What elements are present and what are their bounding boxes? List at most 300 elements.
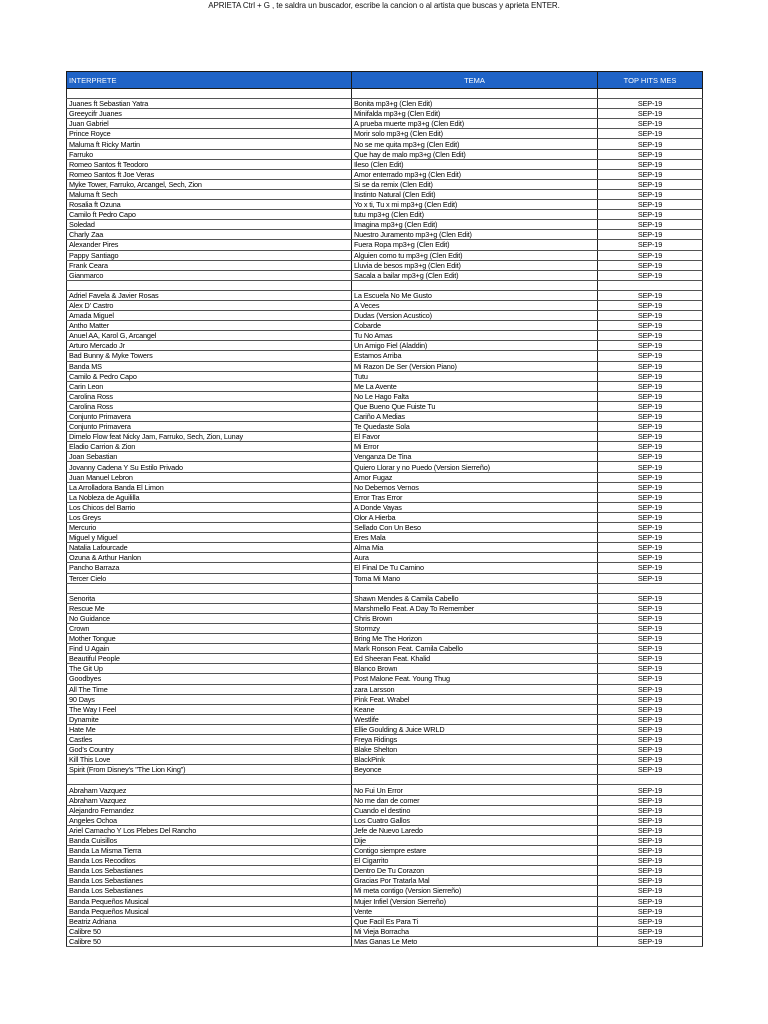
cell-interprete[interactable]: Alejandro Fernandez <box>67 805 352 815</box>
cell-top-hits-mes[interactable]: SEP-19 <box>598 200 703 210</box>
cell-tema[interactable]: Bonita mp3+g (Clen Edit) <box>352 99 598 109</box>
cell-interprete[interactable]: Angeles Ochoa <box>67 815 352 825</box>
cell-top-hits-mes[interactable]: SEP-19 <box>598 149 703 159</box>
cell-tema[interactable]: Amor Fugaz <box>352 472 598 482</box>
cell-tema[interactable]: Gracias Por Tratarla Mal <box>352 876 598 886</box>
cell-tema[interactable]: Aura <box>352 553 598 563</box>
cell-interprete[interactable]: Carin Leon <box>67 381 352 391</box>
cell-interprete[interactable]: Greeycifr Juanes <box>67 109 352 119</box>
cell-tema[interactable]: Nuestro Juramento mp3+g (Clen Edit) <box>352 230 598 240</box>
cell-interprete[interactable]: Ozuna & Arthur Hanlon <box>67 553 352 563</box>
table-row[interactable] <box>67 876 703 886</box>
table-row[interactable] <box>67 119 703 129</box>
table-row[interactable] <box>67 311 703 321</box>
cell-tema[interactable]: Marshmello Feat. A Day To Remember <box>352 603 598 613</box>
cell-interprete[interactable]: Prince Royce <box>67 129 352 139</box>
cell-top-hits-mes[interactable]: SEP-19 <box>598 805 703 815</box>
table-row[interactable] <box>67 896 703 906</box>
column-header-interprete[interactable]: INTERPRETE <box>67 72 352 89</box>
cell-tema[interactable]: Dudas (Version Acustico) <box>352 311 598 321</box>
table-row[interactable] <box>67 745 703 755</box>
cell-top-hits-mes[interactable] <box>598 775 703 785</box>
table-row[interactable] <box>67 866 703 876</box>
table-row[interactable] <box>67 240 703 250</box>
cell-top-hits-mes[interactable]: SEP-19 <box>598 896 703 906</box>
table-row[interactable] <box>67 886 703 896</box>
cell-interprete[interactable]: Kill This Love <box>67 755 352 765</box>
table-row[interactable] <box>67 573 703 583</box>
cell-interprete[interactable]: Beautiful People <box>67 654 352 664</box>
cell-top-hits-mes[interactable]: SEP-19 <box>598 714 703 724</box>
cell-top-hits-mes[interactable]: SEP-19 <box>598 674 703 684</box>
cell-top-hits-mes[interactable]: SEP-19 <box>598 533 703 543</box>
cell-top-hits-mes[interactable]: SEP-19 <box>598 109 703 119</box>
cell-top-hits-mes[interactable]: SEP-19 <box>598 523 703 533</box>
table-row[interactable] <box>67 270 703 280</box>
cell-interprete[interactable]: Joan Sebastian <box>67 452 352 462</box>
cell-tema[interactable]: No Fui Un Error <box>352 785 598 795</box>
cell-top-hits-mes[interactable]: SEP-19 <box>598 210 703 220</box>
table-row[interactable] <box>67 533 703 543</box>
table-row[interactable] <box>67 442 703 452</box>
cell-tema[interactable]: Shawn Mendes & Camila Cabello <box>352 593 598 603</box>
cell-interprete[interactable]: Banda Los Recoditos <box>67 856 352 866</box>
table-row[interactable] <box>67 684 703 694</box>
table-row[interactable] <box>67 432 703 442</box>
cell-top-hits-mes[interactable]: SEP-19 <box>598 765 703 775</box>
cell-tema[interactable]: Alguien como tu mp3+g (Clen Edit) <box>352 250 598 260</box>
cell-interprete[interactable]: Soledad <box>67 220 352 230</box>
cell-tema[interactable]: Lluvia de besos mp3+g (Clen Edit) <box>352 260 598 270</box>
table-row[interactable] <box>67 462 703 472</box>
table-row[interactable] <box>67 391 703 401</box>
cell-top-hits-mes[interactable]: SEP-19 <box>598 735 703 745</box>
cell-top-hits-mes[interactable]: SEP-19 <box>598 179 703 189</box>
table-row[interactable] <box>67 775 703 785</box>
cell-tema[interactable]: Chris Brown <box>352 613 598 623</box>
table-row[interactable] <box>67 321 703 331</box>
cell-tema[interactable]: A Veces <box>352 300 598 310</box>
cell-interprete[interactable]: Calibre 50 <box>67 936 352 946</box>
cell-top-hits-mes[interactable]: SEP-19 <box>598 462 703 472</box>
cell-interprete[interactable]: Rosalia ft Ozuna <box>67 200 352 210</box>
table-row[interactable] <box>67 856 703 866</box>
cell-interprete[interactable]: Los Chicos del Barrio <box>67 502 352 512</box>
table-row[interactable] <box>67 785 703 795</box>
table-row[interactable] <box>67 472 703 482</box>
cell-top-hits-mes[interactable]: SEP-19 <box>598 119 703 129</box>
cell-tema[interactable]: Yo x ti, Tu x mi mp3+g (Clen Edit) <box>352 200 598 210</box>
table-row[interactable] <box>67 694 703 704</box>
cell-top-hits-mes[interactable]: SEP-19 <box>598 856 703 866</box>
cell-tema[interactable]: Venganza De Tina <box>352 452 598 462</box>
table-row[interactable] <box>67 563 703 573</box>
cell-interprete[interactable]: 90 Days <box>67 694 352 704</box>
table-row[interactable] <box>67 220 703 230</box>
cell-tema[interactable]: Te Quedaste Sola <box>352 422 598 432</box>
cell-top-hits-mes[interactable]: SEP-19 <box>598 815 703 825</box>
cell-interprete[interactable]: Banda Los Sebastianes <box>67 866 352 876</box>
table-row[interactable] <box>67 795 703 805</box>
cell-tema[interactable]: Mas Ganas Le Meto <box>352 936 598 946</box>
cell-tema[interactable]: Que Facil Es Para Ti <box>352 916 598 926</box>
table-row[interactable] <box>67 714 703 724</box>
cell-tema[interactable]: Ed Sheeran Feat. Khalid <box>352 654 598 664</box>
table-row[interactable] <box>67 280 703 290</box>
cell-top-hits-mes[interactable]: SEP-19 <box>598 472 703 482</box>
cell-tema[interactable] <box>352 775 598 785</box>
cell-interprete[interactable]: Jovanny Cadena Y Su Estilo Privado <box>67 462 352 472</box>
table-row[interactable] <box>67 724 703 734</box>
cell-interprete[interactable]: Castles <box>67 735 352 745</box>
table-row[interactable] <box>67 704 703 714</box>
table-row[interactable] <box>67 623 703 633</box>
cell-interprete[interactable]: Banda Pequeños Musical <box>67 896 352 906</box>
cell-tema[interactable]: Un Amigo Fiel (Aladdin) <box>352 341 598 351</box>
table-row[interactable] <box>67 129 703 139</box>
cell-tema[interactable]: Estamos Arriba <box>352 351 598 361</box>
cell-interprete[interactable]: Calibre 50 <box>67 926 352 936</box>
cell-tema[interactable]: Ileso (Clen Edit) <box>352 159 598 169</box>
cell-top-hits-mes[interactable]: SEP-19 <box>598 300 703 310</box>
table-row[interactable] <box>67 603 703 613</box>
table-row[interactable] <box>67 634 703 644</box>
cell-interprete[interactable]: Pappy Santiago <box>67 250 352 260</box>
cell-tema[interactable]: Alma Mia <box>352 543 598 553</box>
cell-tema[interactable]: tutu mp3+g (Clen Edit) <box>352 210 598 220</box>
cell-top-hits-mes[interactable]: SEP-19 <box>598 785 703 795</box>
cell-interprete[interactable]: Senorita <box>67 593 352 603</box>
cell-tema[interactable]: Cuando el destino <box>352 805 598 815</box>
cell-interprete[interactable]: Abraham Vazquez <box>67 785 352 795</box>
cell-interprete[interactable]: Juanes ft Sebastian Yatra <box>67 99 352 109</box>
cell-interprete[interactable] <box>67 89 352 99</box>
cell-interprete[interactable] <box>67 280 352 290</box>
cell-tema[interactable]: BlackPink <box>352 755 598 765</box>
cell-top-hits-mes[interactable] <box>598 583 703 593</box>
cell-tema[interactable]: Mi Vieja Borracha <box>352 926 598 936</box>
table-row[interactable] <box>67 815 703 825</box>
cell-tema[interactable]: Keane <box>352 704 598 714</box>
cell-tema[interactable]: No Le Hago Falta <box>352 391 598 401</box>
cell-interprete[interactable]: The Git Up <box>67 664 352 674</box>
cell-tema[interactable]: Error Tras Error <box>352 492 598 502</box>
cell-interprete[interactable]: Beatriz Adriana <box>67 916 352 926</box>
table-row[interactable] <box>67 492 703 502</box>
cell-interprete[interactable]: Adriel Favela & Javier Rosas <box>67 290 352 300</box>
table-row[interactable] <box>67 916 703 926</box>
table-row[interactable] <box>67 341 703 351</box>
cell-tema[interactable]: Bring Me The Horizon <box>352 634 598 644</box>
cell-top-hits-mes[interactable]: SEP-19 <box>598 391 703 401</box>
cell-tema[interactable]: Tutu <box>352 371 598 381</box>
cell-top-hits-mes[interactable]: SEP-19 <box>598 240 703 250</box>
cell-top-hits-mes[interactable]: SEP-19 <box>598 139 703 149</box>
cell-interprete[interactable]: Alexander Pires <box>67 240 352 250</box>
cell-tema[interactable]: Mi Error <box>352 442 598 452</box>
cell-interprete[interactable]: La Nobleza de Aguililla <box>67 492 352 502</box>
cell-top-hits-mes[interactable]: SEP-19 <box>598 401 703 411</box>
cell-tema[interactable]: Mi Razon De Ser (Version Piano) <box>352 361 598 371</box>
cell-tema[interactable]: Quiero Llorar y no Puedo (Version Sierreño) <box>352 462 598 472</box>
table-row[interactable] <box>67 593 703 603</box>
cell-top-hits-mes[interactable]: SEP-19 <box>598 593 703 603</box>
cell-top-hits-mes[interactable]: SEP-19 <box>598 846 703 856</box>
cell-top-hits-mes[interactable]: SEP-19 <box>598 361 703 371</box>
cell-top-hits-mes[interactable]: SEP-19 <box>598 664 703 674</box>
table-row[interactable] <box>67 412 703 422</box>
cell-top-hits-mes[interactable]: SEP-19 <box>598 724 703 734</box>
cell-top-hits-mes[interactable]: SEP-19 <box>598 512 703 522</box>
cell-top-hits-mes[interactable]: SEP-19 <box>598 482 703 492</box>
cell-interprete[interactable]: Myke Tower, Farruko, Arcangel, Sech, Zion <box>67 179 352 189</box>
cell-tema[interactable]: Instinto Natural (Clen Edit) <box>352 189 598 199</box>
cell-interprete[interactable]: Banda Los Sebastianes <box>67 876 352 886</box>
cell-tema[interactable]: Beyonce <box>352 765 598 775</box>
cell-tema[interactable]: Imagina mp3+g (Clen Edit) <box>352 220 598 230</box>
cell-top-hits-mes[interactable]: SEP-19 <box>598 220 703 230</box>
cell-tema[interactable]: Eres Mala <box>352 533 598 543</box>
cell-top-hits-mes[interactable] <box>598 280 703 290</box>
cell-interprete[interactable]: Maluma ft Ricky Martin <box>67 139 352 149</box>
cell-top-hits-mes[interactable]: SEP-19 <box>598 169 703 179</box>
table-row[interactable] <box>67 805 703 815</box>
cell-tema[interactable]: Blake Shelton <box>352 745 598 755</box>
cell-tema[interactable]: Que hay de malo mp3+g (Clen Edit) <box>352 149 598 159</box>
cell-interprete[interactable]: Maluma ft Sech <box>67 189 352 199</box>
table-row[interactable] <box>67 99 703 109</box>
cell-top-hits-mes[interactable]: SEP-19 <box>598 694 703 704</box>
table-row[interactable] <box>67 644 703 654</box>
cell-tema[interactable] <box>352 89 598 99</box>
cell-interprete[interactable]: Conjunto Primavera <box>67 422 352 432</box>
cell-interprete[interactable]: Carolina Ross <box>67 391 352 401</box>
table-row[interactable] <box>67 89 703 99</box>
cell-interprete[interactable]: Mercurio <box>67 523 352 533</box>
cell-interprete[interactable]: Ariel Camacho Y Los Plebes Del Rancho <box>67 825 352 835</box>
cell-interprete[interactable]: Banda Los Sebastianes <box>67 886 352 896</box>
cell-interprete[interactable]: Pancho Barraza <box>67 563 352 573</box>
cell-top-hits-mes[interactable]: SEP-19 <box>598 745 703 755</box>
cell-tema[interactable]: No se me quita mp3+g (Clen Edit) <box>352 139 598 149</box>
cell-interprete[interactable]: No Guidance <box>67 613 352 623</box>
cell-tema[interactable] <box>352 583 598 593</box>
cell-tema[interactable]: Mi meta contigo (Version Sierreño) <box>352 886 598 896</box>
table-row[interactable] <box>67 361 703 371</box>
cell-interprete[interactable]: Amada Miguel <box>67 311 352 321</box>
column-header-top-hits-mes[interactable]: TOP HITS MES <box>598 72 703 89</box>
table-row[interactable] <box>67 543 703 553</box>
cell-top-hits-mes[interactable]: SEP-19 <box>598 422 703 432</box>
cell-top-hits-mes[interactable]: SEP-19 <box>598 644 703 654</box>
cell-top-hits-mes[interactable]: SEP-19 <box>598 835 703 845</box>
table-row[interactable] <box>67 613 703 623</box>
cell-interprete[interactable]: Rescue Me <box>67 603 352 613</box>
cell-top-hits-mes[interactable]: SEP-19 <box>598 704 703 714</box>
cell-top-hits-mes[interactable]: SEP-19 <box>598 936 703 946</box>
table-row[interactable] <box>67 765 703 775</box>
table-row[interactable] <box>67 371 703 381</box>
cell-tema[interactable]: Stormzy <box>352 623 598 633</box>
table-row[interactable] <box>67 654 703 664</box>
cell-tema[interactable]: El Cigarrito <box>352 856 598 866</box>
cell-tema[interactable]: zara Larsson <box>352 684 598 694</box>
table-row[interactable] <box>67 381 703 391</box>
table-row[interactable] <box>67 523 703 533</box>
cell-interprete[interactable]: Spirit (From Disney's "The Lion King") <box>67 765 352 775</box>
table-row[interactable] <box>67 210 703 220</box>
cell-top-hits-mes[interactable]: SEP-19 <box>598 613 703 623</box>
cell-tema[interactable]: Me La Avente <box>352 381 598 391</box>
table-row[interactable] <box>67 230 703 240</box>
cell-top-hits-mes[interactable]: SEP-19 <box>598 825 703 835</box>
cell-top-hits-mes[interactable]: SEP-19 <box>598 452 703 462</box>
cell-tema[interactable] <box>352 280 598 290</box>
table-row[interactable] <box>67 452 703 462</box>
cell-top-hits-mes[interactable]: SEP-19 <box>598 684 703 694</box>
table-row[interactable] <box>67 502 703 512</box>
cell-interprete[interactable]: Bad Bunny & Myke Towers <box>67 351 352 361</box>
cell-interprete[interactable]: Arturo Mercado Jr <box>67 341 352 351</box>
table-row[interactable] <box>67 846 703 856</box>
cell-interprete[interactable]: Camilo ft Pedro Capo <box>67 210 352 220</box>
cell-top-hits-mes[interactable]: SEP-19 <box>598 189 703 199</box>
cell-tema[interactable]: A prueba muerte mp3+g (Clen Edit) <box>352 119 598 129</box>
cell-top-hits-mes[interactable]: SEP-19 <box>598 886 703 896</box>
cell-interprete[interactable]: Dimelo Flow feat Nicky Jam, Farruko, Sech, Zion, Lunay <box>67 432 352 442</box>
cell-top-hits-mes[interactable]: SEP-19 <box>598 543 703 553</box>
cell-interprete[interactable]: Carolina Ross <box>67 401 352 411</box>
cell-tema[interactable]: Minifalda mp3+g (Clen Edit) <box>352 109 598 119</box>
cell-top-hits-mes[interactable]: SEP-19 <box>598 502 703 512</box>
cell-top-hits-mes[interactable]: SEP-19 <box>598 341 703 351</box>
column-header-tema[interactable]: TEMA <box>352 72 598 89</box>
table-row[interactable] <box>67 139 703 149</box>
cell-interprete[interactable]: Miguel y Miguel <box>67 533 352 543</box>
table-row[interactable] <box>67 260 703 270</box>
cell-tema[interactable]: El Final De Tu Camino <box>352 563 598 573</box>
cell-top-hits-mes[interactable]: SEP-19 <box>598 795 703 805</box>
table-row[interactable] <box>67 290 703 300</box>
cell-interprete[interactable]: Juan Gabriel <box>67 119 352 129</box>
cell-tema[interactable]: Amor enterrado mp3+g (Clen Edit) <box>352 169 598 179</box>
cell-interprete[interactable]: Gianmarco <box>67 270 352 280</box>
cell-interprete[interactable]: Banda MS <box>67 361 352 371</box>
cell-tema[interactable]: Olor A Hierba <box>352 512 598 522</box>
cell-top-hits-mes[interactable]: SEP-19 <box>598 99 703 109</box>
cell-tema[interactable]: Blanco Brown <box>352 664 598 674</box>
table-row[interactable] <box>67 583 703 593</box>
table-row[interactable] <box>67 422 703 432</box>
table-row[interactable] <box>67 200 703 210</box>
table-row[interactable] <box>67 936 703 946</box>
cell-top-hits-mes[interactable]: SEP-19 <box>598 371 703 381</box>
table-row[interactable] <box>67 835 703 845</box>
cell-top-hits-mes[interactable]: SEP-19 <box>598 250 703 260</box>
cell-top-hits-mes[interactable]: SEP-19 <box>598 442 703 452</box>
cell-top-hits-mes[interactable]: SEP-19 <box>598 321 703 331</box>
cell-interprete[interactable]: Alex D' Castro <box>67 300 352 310</box>
cell-tema[interactable]: La Escuela No Me Gusto <box>352 290 598 300</box>
cell-top-hits-mes[interactable] <box>598 89 703 99</box>
table-row[interactable] <box>67 351 703 361</box>
table-row[interactable] <box>67 906 703 916</box>
cell-interprete[interactable]: Goodbyes <box>67 674 352 684</box>
table-row[interactable] <box>67 674 703 684</box>
cell-top-hits-mes[interactable]: SEP-19 <box>598 876 703 886</box>
cell-interprete[interactable]: Juan Manuel Lebron <box>67 472 352 482</box>
cell-interprete[interactable]: Romeo Santos ft Teodoro <box>67 159 352 169</box>
table-row[interactable] <box>67 331 703 341</box>
cell-tema[interactable]: Freya Ridings <box>352 735 598 745</box>
cell-interprete[interactable]: Crown <box>67 623 352 633</box>
cell-top-hits-mes[interactable]: SEP-19 <box>598 916 703 926</box>
cell-tema[interactable]: A Donde Vayas <box>352 502 598 512</box>
cell-top-hits-mes[interactable]: SEP-19 <box>598 623 703 633</box>
table-row[interactable] <box>67 664 703 674</box>
cell-interprete[interactable]: Farruko <box>67 149 352 159</box>
cell-top-hits-mes[interactable]: SEP-19 <box>598 129 703 139</box>
cell-top-hits-mes[interactable]: SEP-19 <box>598 260 703 270</box>
table-row[interactable] <box>67 189 703 199</box>
cell-interprete[interactable]: Natalia Lafourcade <box>67 543 352 553</box>
cell-interprete[interactable]: Los Greys <box>67 512 352 522</box>
table-row[interactable] <box>67 250 703 260</box>
cell-top-hits-mes[interactable]: SEP-19 <box>598 159 703 169</box>
cell-top-hits-mes[interactable]: SEP-19 <box>598 563 703 573</box>
table-row[interactable] <box>67 512 703 522</box>
cell-interprete[interactable]: Mother Tongue <box>67 634 352 644</box>
table-row[interactable] <box>67 109 703 119</box>
cell-interprete[interactable]: Antho Matter <box>67 321 352 331</box>
cell-interprete[interactable]: Tercer Cielo <box>67 573 352 583</box>
cell-interprete[interactable]: Eladio Carrion & Zion <box>67 442 352 452</box>
cell-interprete[interactable]: Anuel AA, Karol G, Arcangel <box>67 331 352 341</box>
table-row[interactable] <box>67 825 703 835</box>
cell-tema[interactable]: Los Cuatro Gallos <box>352 815 598 825</box>
cell-top-hits-mes[interactable]: SEP-19 <box>598 331 703 341</box>
table-row[interactable] <box>67 735 703 745</box>
cell-tema[interactable]: Cariño A Medias <box>352 412 598 422</box>
cell-interprete[interactable]: All The Time <box>67 684 352 694</box>
cell-interprete[interactable]: La Arrolladora Banda El Limon <box>67 482 352 492</box>
cell-top-hits-mes[interactable]: SEP-19 <box>598 553 703 563</box>
cell-top-hits-mes[interactable]: SEP-19 <box>598 654 703 664</box>
cell-tema[interactable]: Jefe de Nuevo Laredo <box>352 825 598 835</box>
cell-interprete[interactable]: Abraham Vazquez <box>67 795 352 805</box>
cell-tema[interactable]: Fuera Ropa mp3+g (Clen Edit) <box>352 240 598 250</box>
cell-tema[interactable]: Toma Mi Mano <box>352 573 598 583</box>
cell-tema[interactable]: Dije <box>352 835 598 845</box>
cell-interprete[interactable]: Romeo Santos ft Joe Veras <box>67 169 352 179</box>
table-row[interactable] <box>67 159 703 169</box>
cell-top-hits-mes[interactable]: SEP-19 <box>598 634 703 644</box>
cell-interprete[interactable]: Banda La Misma Tierra <box>67 846 352 856</box>
cell-top-hits-mes[interactable]: SEP-19 <box>598 755 703 765</box>
cell-interprete[interactable]: Hate Me <box>67 724 352 734</box>
cell-tema[interactable]: Cobarde <box>352 321 598 331</box>
cell-tema[interactable]: Si se da remix (Clen Edit) <box>352 179 598 189</box>
cell-interprete[interactable]: Banda Pequeños Musical <box>67 906 352 916</box>
cell-top-hits-mes[interactable]: SEP-19 <box>598 230 703 240</box>
cell-top-hits-mes[interactable]: SEP-19 <box>598 270 703 280</box>
table-row[interactable] <box>67 179 703 189</box>
cell-tema[interactable]: Dentro De Tu Corazon <box>352 866 598 876</box>
table-row[interactable] <box>67 926 703 936</box>
table-row[interactable] <box>67 755 703 765</box>
cell-top-hits-mes[interactable]: SEP-19 <box>598 603 703 613</box>
cell-tema[interactable]: No Debemos Vernos <box>352 482 598 492</box>
